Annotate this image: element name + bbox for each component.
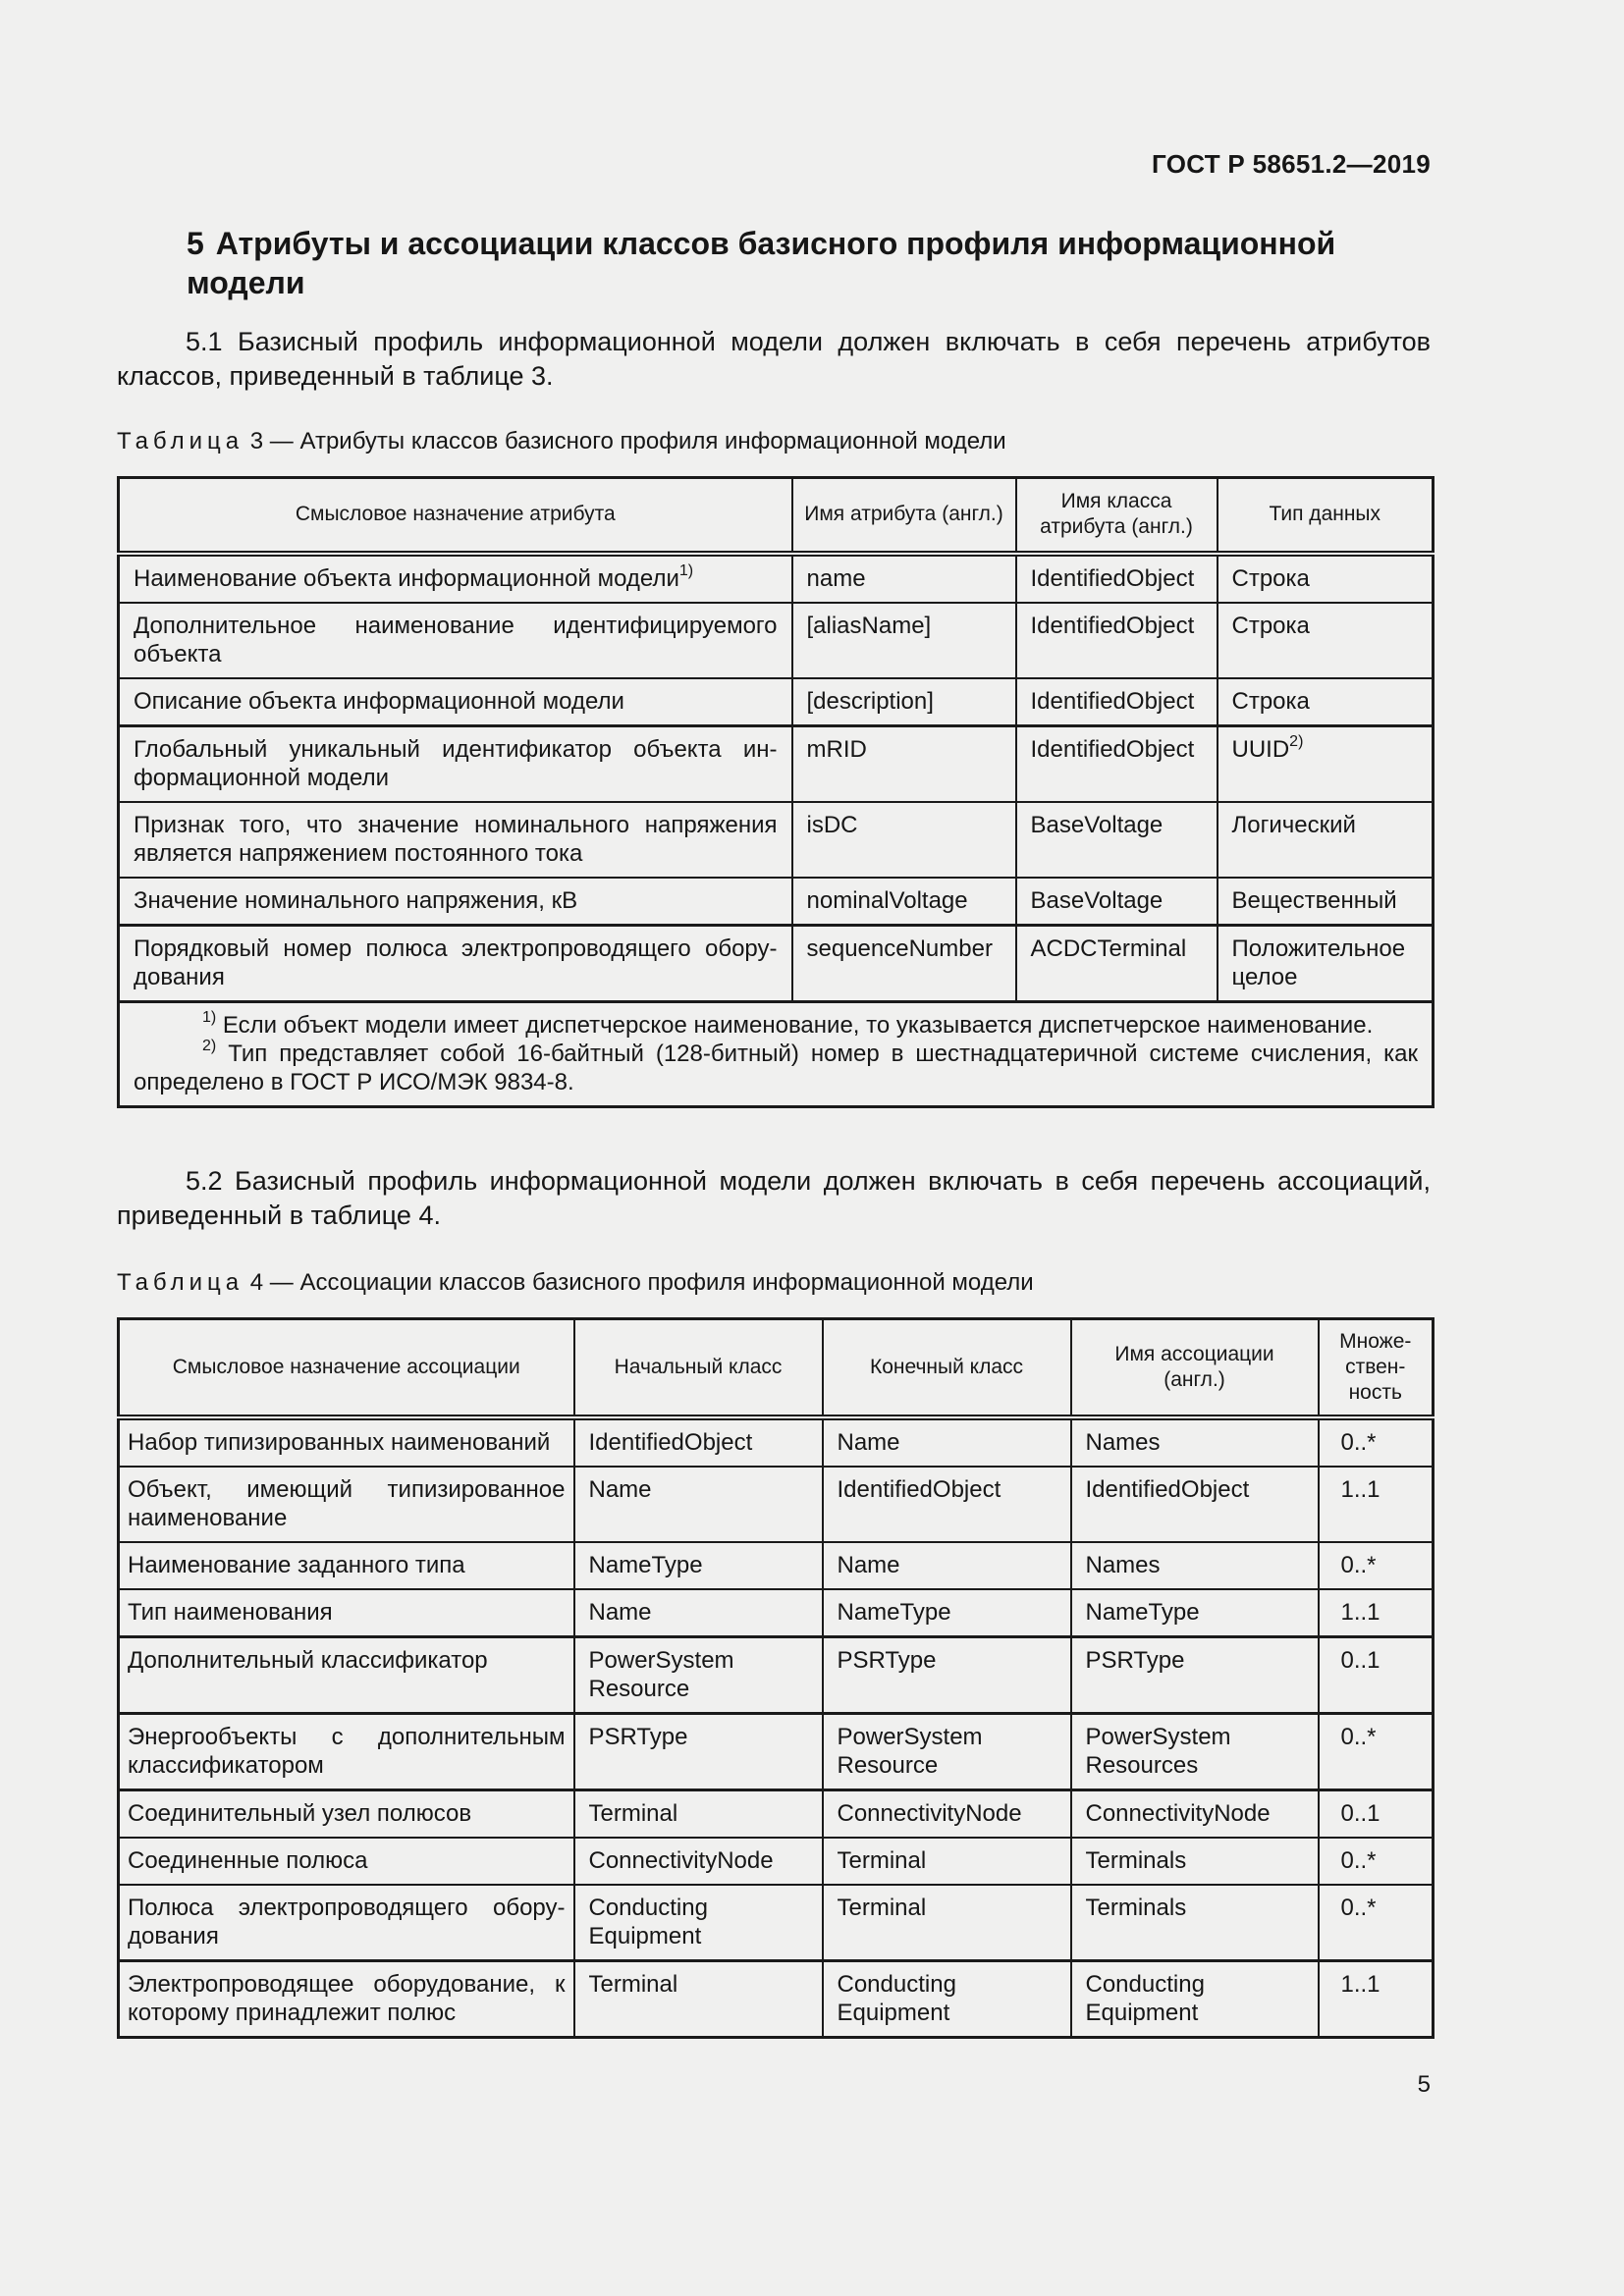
footnote-2: $^{2)}$ Тип представляет собой 16-байтный (128-битный) номер в шестнадцатеричной системе счисления, как определено в ГОСТ Р ИСО/МЭК 9834-8. bbox=[134, 1037, 1419, 1095]
table3-footnotes bbox=[119, 1001, 1434, 1106]
table-cell: 0..* bbox=[1319, 1838, 1434, 1885]
table-row bbox=[119, 802, 1434, 878]
table-cell: Terminals bbox=[1071, 1885, 1319, 1961]
table-cell: IdentifiedObject bbox=[1016, 678, 1218, 726]
table-cell: PSRType bbox=[1071, 1636, 1319, 1713]
table-cell: Conducting Equipment bbox=[823, 1960, 1071, 2037]
table-cell: IdentifiedObject bbox=[1016, 725, 1218, 802]
table-cell: Энергообъекты с дополнительным классификатором bbox=[119, 1713, 574, 1789]
table-cell: Соединенные полюса bbox=[119, 1838, 574, 1885]
table-cell: [description] bbox=[792, 678, 1016, 726]
table-row bbox=[119, 1789, 1434, 1838]
table3-caption-label: Таблица bbox=[117, 428, 244, 454]
table4-header-assoc-name: Имя ассоциации (англ.) bbox=[1071, 1319, 1319, 1417]
table4-caption bbox=[117, 1269, 1034, 1297]
footnotes-cell bbox=[119, 1001, 1434, 1106]
table-cell: mRID bbox=[792, 725, 1016, 802]
table-cell: nominalVoltage bbox=[792, 878, 1016, 926]
table-cell: Набор типизированных наименований bbox=[119, 1417, 574, 1467]
table-cell: ConnectivityNode bbox=[823, 1789, 1071, 1838]
table-cell: IdentifiedObject bbox=[574, 1417, 823, 1467]
table-cell: Логический bbox=[1218, 802, 1434, 878]
table-cell: Name bbox=[574, 1589, 823, 1637]
table4-header-end-class: Конечный класс bbox=[823, 1319, 1071, 1417]
table3-header-class-name: Имя класса атрибута (англ.) bbox=[1016, 478, 1218, 554]
table-cell: Name bbox=[823, 1542, 1071, 1589]
footnote-ref: 2) bbox=[1289, 732, 1304, 750]
table-cell: Name bbox=[823, 1417, 1071, 1467]
table-cell: BaseVoltage bbox=[1016, 878, 1218, 926]
table-cell: 0..* bbox=[1319, 1542, 1434, 1589]
table-cell: isDC bbox=[792, 802, 1016, 878]
table-cell: name bbox=[792, 554, 1016, 603]
table-cell: Строка bbox=[1218, 603, 1434, 678]
table-4 bbox=[117, 1317, 1435, 2039]
table-row bbox=[119, 603, 1434, 678]
table3-caption bbox=[117, 428, 1006, 455]
table-cell: NameType bbox=[1071, 1589, 1319, 1637]
table-cell: UUID$^{2)}$ bbox=[1218, 725, 1434, 802]
table4-header-multiplicity: Множественность bbox=[1319, 1319, 1434, 1417]
table-cell: Тип наименования bbox=[119, 1589, 574, 1637]
table-cell: Names bbox=[1071, 1542, 1319, 1589]
table-row bbox=[119, 1467, 1434, 1542]
table-cell: Conducting Equipment bbox=[1071, 1960, 1319, 2037]
table-cell: IdentifiedObject bbox=[1016, 603, 1218, 678]
footnote-ref: 1) bbox=[678, 561, 694, 579]
table-cell: Дополнительное наименование идентифицируемого объекта bbox=[119, 603, 792, 678]
table-cell: Соединительный узел полюсов bbox=[119, 1789, 574, 1838]
section-number: 5 bbox=[187, 226, 204, 261]
paragraph-5-1: 5.1 Базисный профиль информационной модели должен включать в себя перечень атрибутов классов, приведенный в таблице 3. bbox=[117, 327, 1431, 391]
table-cell: Строка bbox=[1218, 678, 1434, 726]
table-cell: NameType bbox=[574, 1542, 823, 1589]
table-cell: ConnectivityNode bbox=[574, 1838, 823, 1885]
table-cell: 0..* bbox=[1319, 1885, 1434, 1961]
table-cell: Объект, имеющий типизированное наименование bbox=[119, 1467, 574, 1542]
table-row bbox=[119, 678, 1434, 726]
table-cell: Полюса электропроводящего оборудования bbox=[119, 1885, 574, 1961]
table4-caption-label: Таблица bbox=[117, 1269, 244, 1296]
table-cell: [aliasName] bbox=[792, 603, 1016, 678]
table-row bbox=[119, 1542, 1434, 1589]
table-cell: Names bbox=[1071, 1417, 1319, 1467]
table3-caption-text: 3 — Атрибуты классов базисного профиля информационной модели bbox=[249, 428, 1006, 454]
table-cell: Глобальный уникальный идентификатор объекта информационной модели bbox=[119, 725, 792, 802]
table-cell: sequenceNumber bbox=[792, 925, 1016, 1001]
table-cell: Описание объекта информационной модели bbox=[119, 678, 792, 726]
table-cell: Значение номинального напряжения, кВ bbox=[119, 878, 792, 926]
table-cell: 0..1 bbox=[1319, 1789, 1434, 1838]
table-cell: Вещественный bbox=[1218, 878, 1434, 926]
table-cell: Terminal bbox=[823, 1838, 1071, 1885]
table-row bbox=[119, 925, 1434, 1001]
table-cell: IdentifiedObject bbox=[823, 1467, 1071, 1542]
table-cell: PowerSystem Resource bbox=[574, 1636, 823, 1713]
table-row bbox=[119, 1636, 1434, 1713]
table-cell: Признак того, что значение номинального напряжения является напряжением постоянного тока bbox=[119, 802, 792, 878]
table-row bbox=[119, 1713, 1434, 1789]
table-cell: IdentifiedObject bbox=[1016, 554, 1218, 603]
table4-header-purpose: Смысловое назначение ассоциации bbox=[119, 1319, 574, 1417]
table-cell: Электропроводящее оборудование, к которому принадлежит полюс bbox=[119, 1960, 574, 2037]
table-cell: BaseVoltage bbox=[1016, 802, 1218, 878]
table-row bbox=[119, 1838, 1434, 1885]
page-number: 5 bbox=[1417, 2071, 1431, 2098]
table-cell: Строка bbox=[1218, 554, 1434, 603]
table-cell: Наименование заданного типа bbox=[119, 1542, 574, 1589]
table-cell: PowerSystem Resources bbox=[1071, 1713, 1319, 1789]
table-cell: 0..1 bbox=[1319, 1636, 1434, 1713]
table3-header-purpose: Смысловое назначение атрибута bbox=[119, 478, 792, 554]
document-header: ГОСТ Р 58651.2—2019 bbox=[1152, 149, 1431, 179]
table-cell: 1..1 bbox=[1319, 1589, 1434, 1637]
table-row bbox=[119, 878, 1434, 926]
table-cell: PSRType bbox=[574, 1713, 823, 1789]
table-cell: 0..* bbox=[1319, 1713, 1434, 1789]
table-cell: PowerSystem Resource bbox=[823, 1713, 1071, 1789]
table-cell: Terminals bbox=[1071, 1838, 1319, 1885]
table-cell: PSRType bbox=[823, 1636, 1071, 1713]
table-cell: Наименование объекта информационной модели$^{1)}$ bbox=[119, 554, 792, 603]
table-row bbox=[119, 554, 1434, 603]
table-row bbox=[119, 1589, 1434, 1637]
table-3 bbox=[117, 476, 1435, 1108]
table-cell: NameType bbox=[823, 1589, 1071, 1637]
table-cell: 1..1 bbox=[1319, 1467, 1434, 1542]
table-cell: Terminal bbox=[574, 1960, 823, 2037]
table-row bbox=[119, 725, 1434, 802]
table-row bbox=[119, 1417, 1434, 1467]
table3-header-attr-name: Имя атрибута (англ.) bbox=[792, 478, 1016, 554]
table4-header-start-class: Начальный класс bbox=[574, 1319, 823, 1417]
table-cell: ACDCTerminal bbox=[1016, 925, 1218, 1001]
table-cell: Terminal bbox=[574, 1789, 823, 1838]
table-cell: Порядковый номер полюса электропроводящего оборудования bbox=[119, 925, 792, 1001]
table-cell: Terminal bbox=[823, 1885, 1071, 1961]
table-cell: 0..* bbox=[1319, 1417, 1434, 1467]
table-cell: IdentifiedObject bbox=[1071, 1467, 1319, 1542]
section-title-text: Атрибуты и ассоциации классов базисного профиля информационной модели bbox=[187, 226, 1336, 300]
table3-header-data-type: Тип данных bbox=[1218, 478, 1434, 554]
section-title bbox=[187, 224, 1424, 302]
table-cell: Положительное целое bbox=[1218, 925, 1434, 1001]
table-cell: Дополнительный классификатор bbox=[119, 1636, 574, 1713]
table-cell: Conducting Equipment bbox=[574, 1885, 823, 1961]
table-row bbox=[119, 1960, 1434, 2037]
table-cell: 1..1 bbox=[1319, 1960, 1434, 2037]
footnote-1: $^{1)}$ Если объект модели имеет диспетчерское наименование, то указывается диспетчерское наименование. bbox=[202, 1008, 1374, 1039]
paragraph-5-2: 5.2 Базисный профиль информационной модели должен включать в себя перечень ассоциаций, приведенный в таблице 4. bbox=[117, 1166, 1431, 1230]
table4-caption-text: 4 — Ассоциации классов базисного профиля информационной модели bbox=[249, 1269, 1034, 1296]
table-cell: Name bbox=[574, 1467, 823, 1542]
table-cell: ConnectivityNode bbox=[1071, 1789, 1319, 1838]
table-row bbox=[119, 1885, 1434, 1961]
